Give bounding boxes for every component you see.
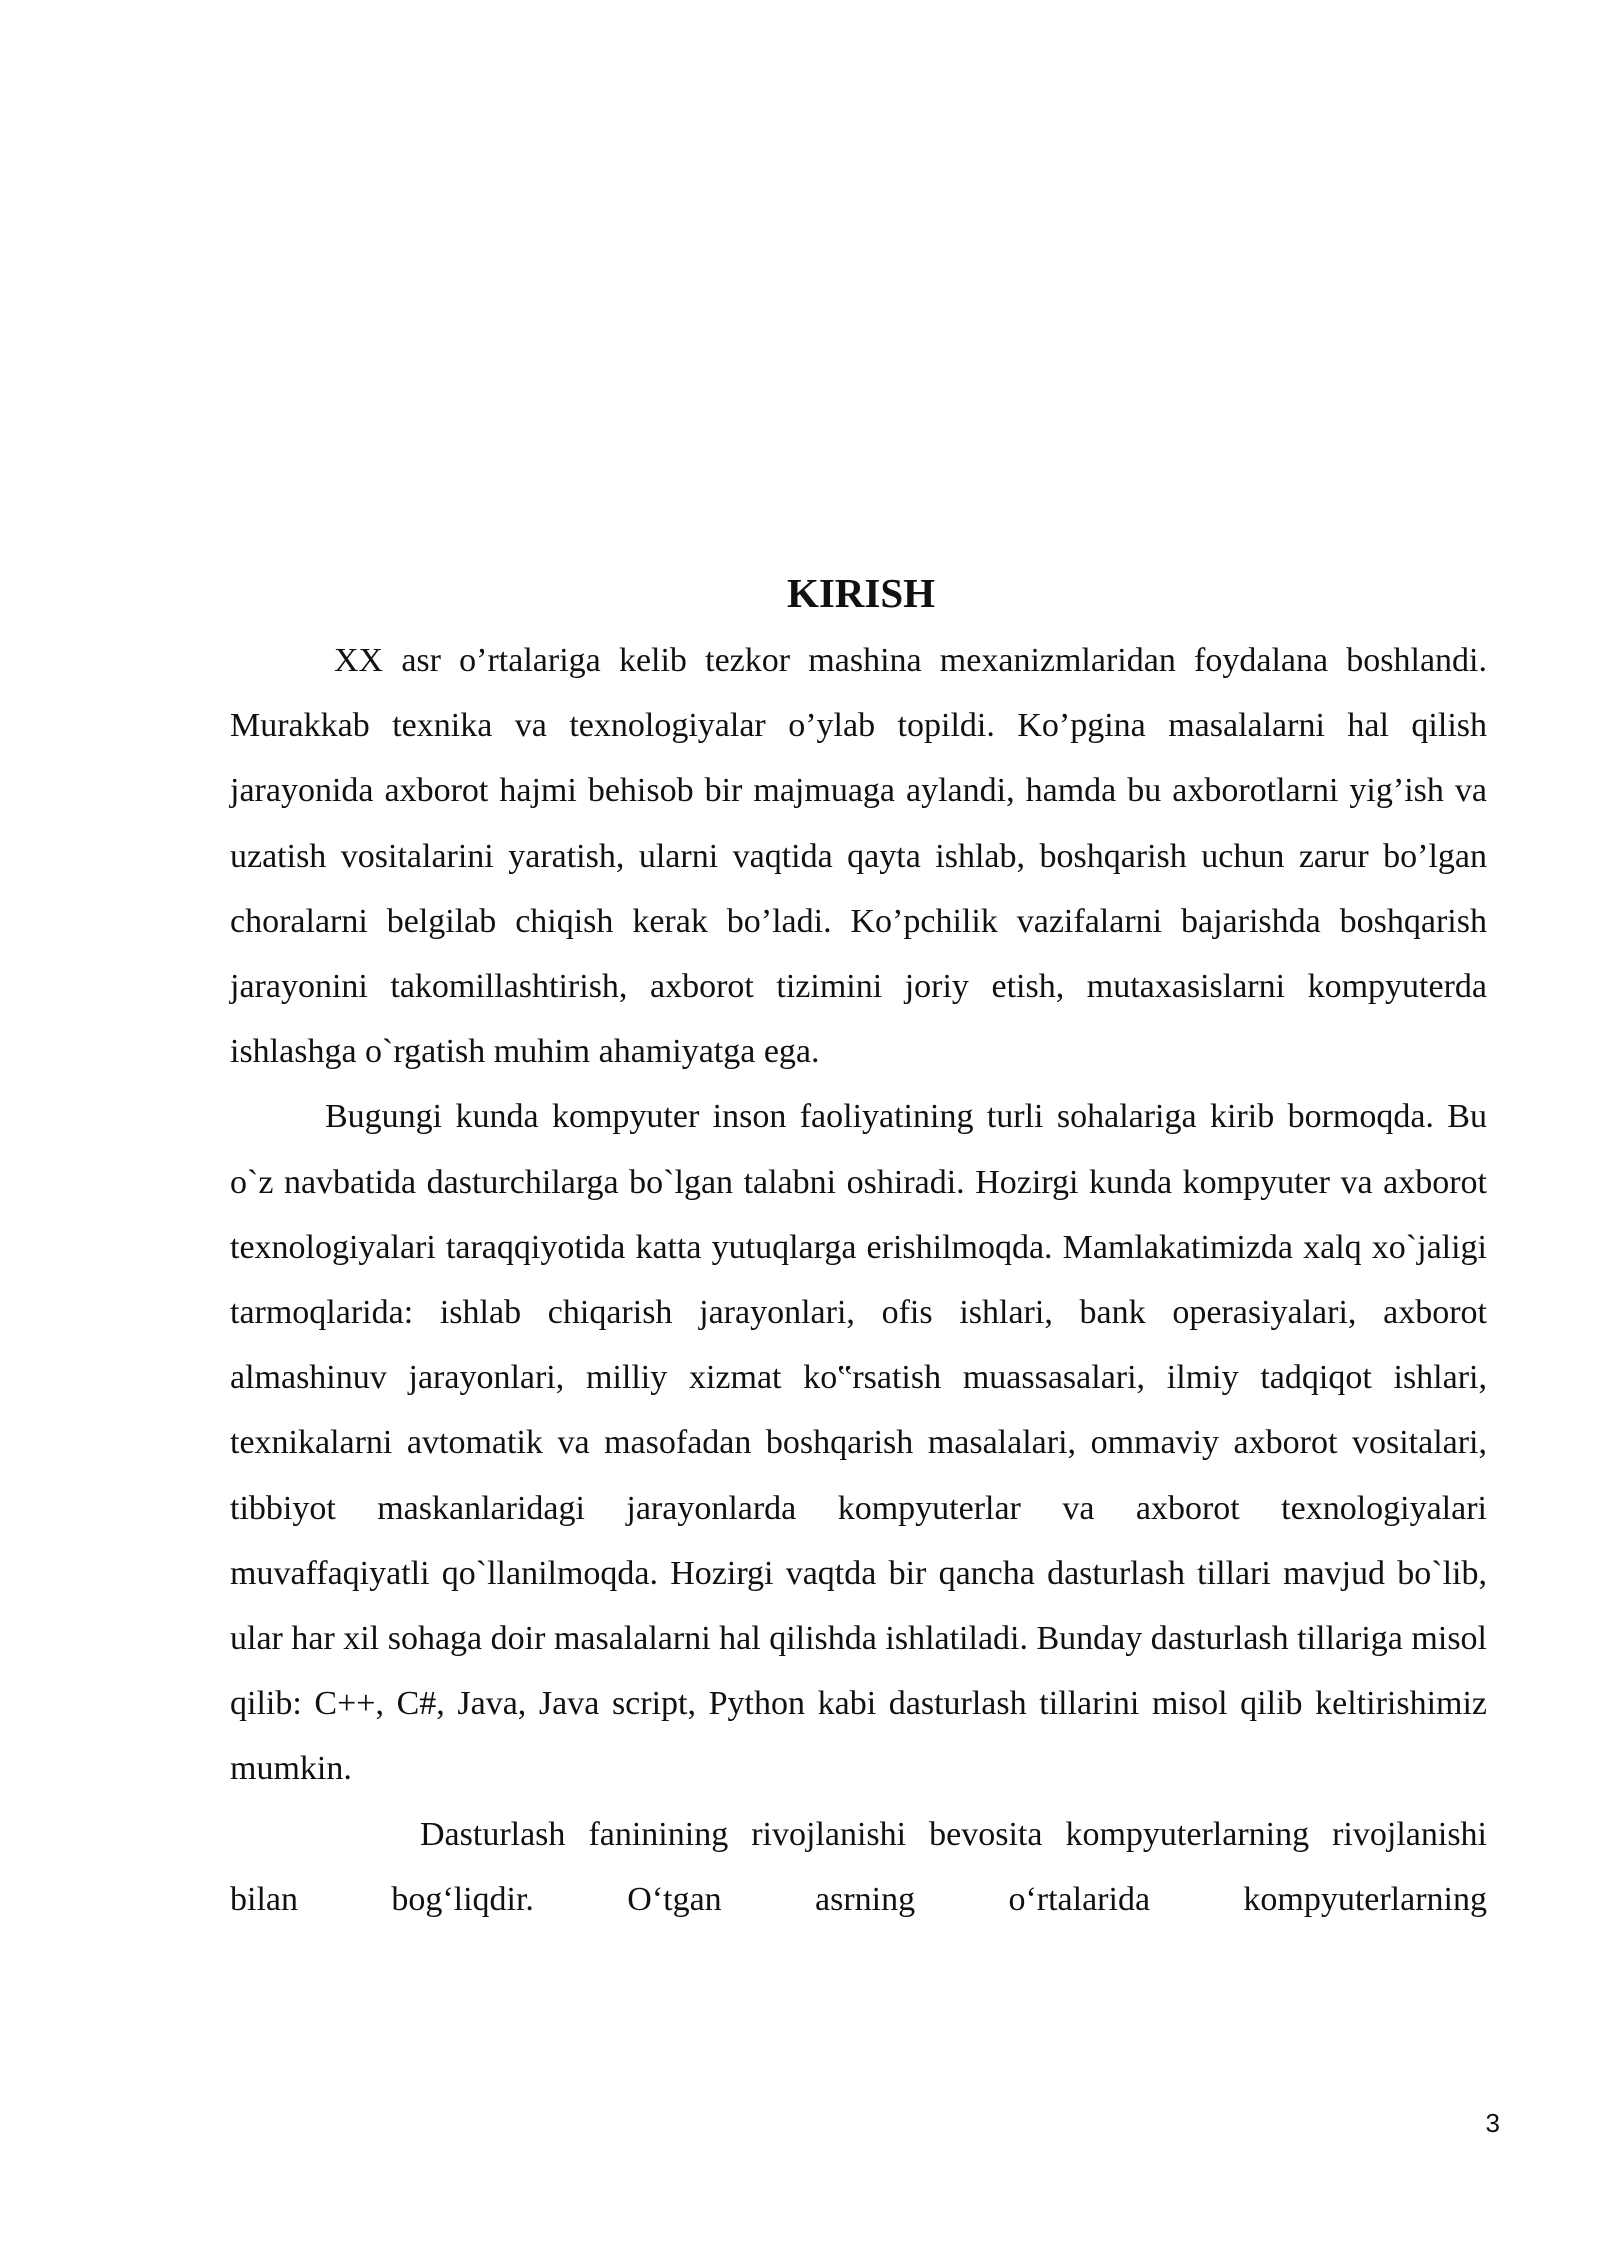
paragraph-intro: XX asr o’rtalariga kelib tezkor mashina mexanizmlaridan foydalana boshlandi. Murakkab texnika va texnologiyalar o’ylab topildi. Ko’pgina masalalarni hal qilish jarayonida axborot hajmi behisob bir majmuaga aylandi, hamda bu axborotlarni yig’ish va uzatish vositalarini yaratish, ularni vaqtida qayta ishlab, boshqarish uchun zarur bo’lgan choralarni belgilab chiqish kerak bo’ladi. Ko’pchilik vazifalarni bajarishda boshqarish jarayonini takomillashtirish, axborot tizimini joriy etish, mutaxasislarni kompyuterda ishlashga o`rgatish muhim ahamiyatga ega. [230,642,1487,1071]
paragraph-computers-today: Bugungi kunda kompyuter inson faoliyatining turli sohalariga kirib bormoqda. Bu o`z navbatida dasturchilarga bo`lgan talabni oshiradi. Hozirgi kunda kompyuter va axborot texnologiyalari taraqqiyotida katta yutuqlarga erishilmoqda. Mamlakatimizda xalq xo`jaligi tarmoqlarida: ishlab chiqarish jarayonlari, ofis ishlari, bank operasiyalari, axborot almashinuv jarayonlari, milliy xizmat ko‟rsatish muassasalari, ilmiy tadqiqot ishlari, texnikalarni avtomatik va masofadan boshqarish masalalari, ommaviy axborot vositalari, tibbiyot maskanlaridagi jarayonlarda kompyuterlar va axborot texnologiyalari muvaffaqiyatli qo`llanilmoqda. Hozirgi vaqtda bir qancha dasturlash tillari mavjud bo`lib, ular har xil sohaga doir masalalarni hal qilishda ishlatiladi. Bunday dasturlash tillariga misol qilib: C++, C#, Java, Java script, Python kabi dasturlash tillarini misol qilib keltirishimiz mumkin. [230,1098,1487,1788]
body-text [230,628,1487,1932]
page-number: 3 [1485,2108,1500,2138]
section-heading: KIRISH [786,570,936,616]
paragraph-programming-history: Dasturlash faninining rivojlanishi bevosita kompyuterlarning rivojlanishi bilan bog‘liqdir. O‘tgan asrning o‘rtalarida kompyuterlarning [230,1815,1487,1918]
